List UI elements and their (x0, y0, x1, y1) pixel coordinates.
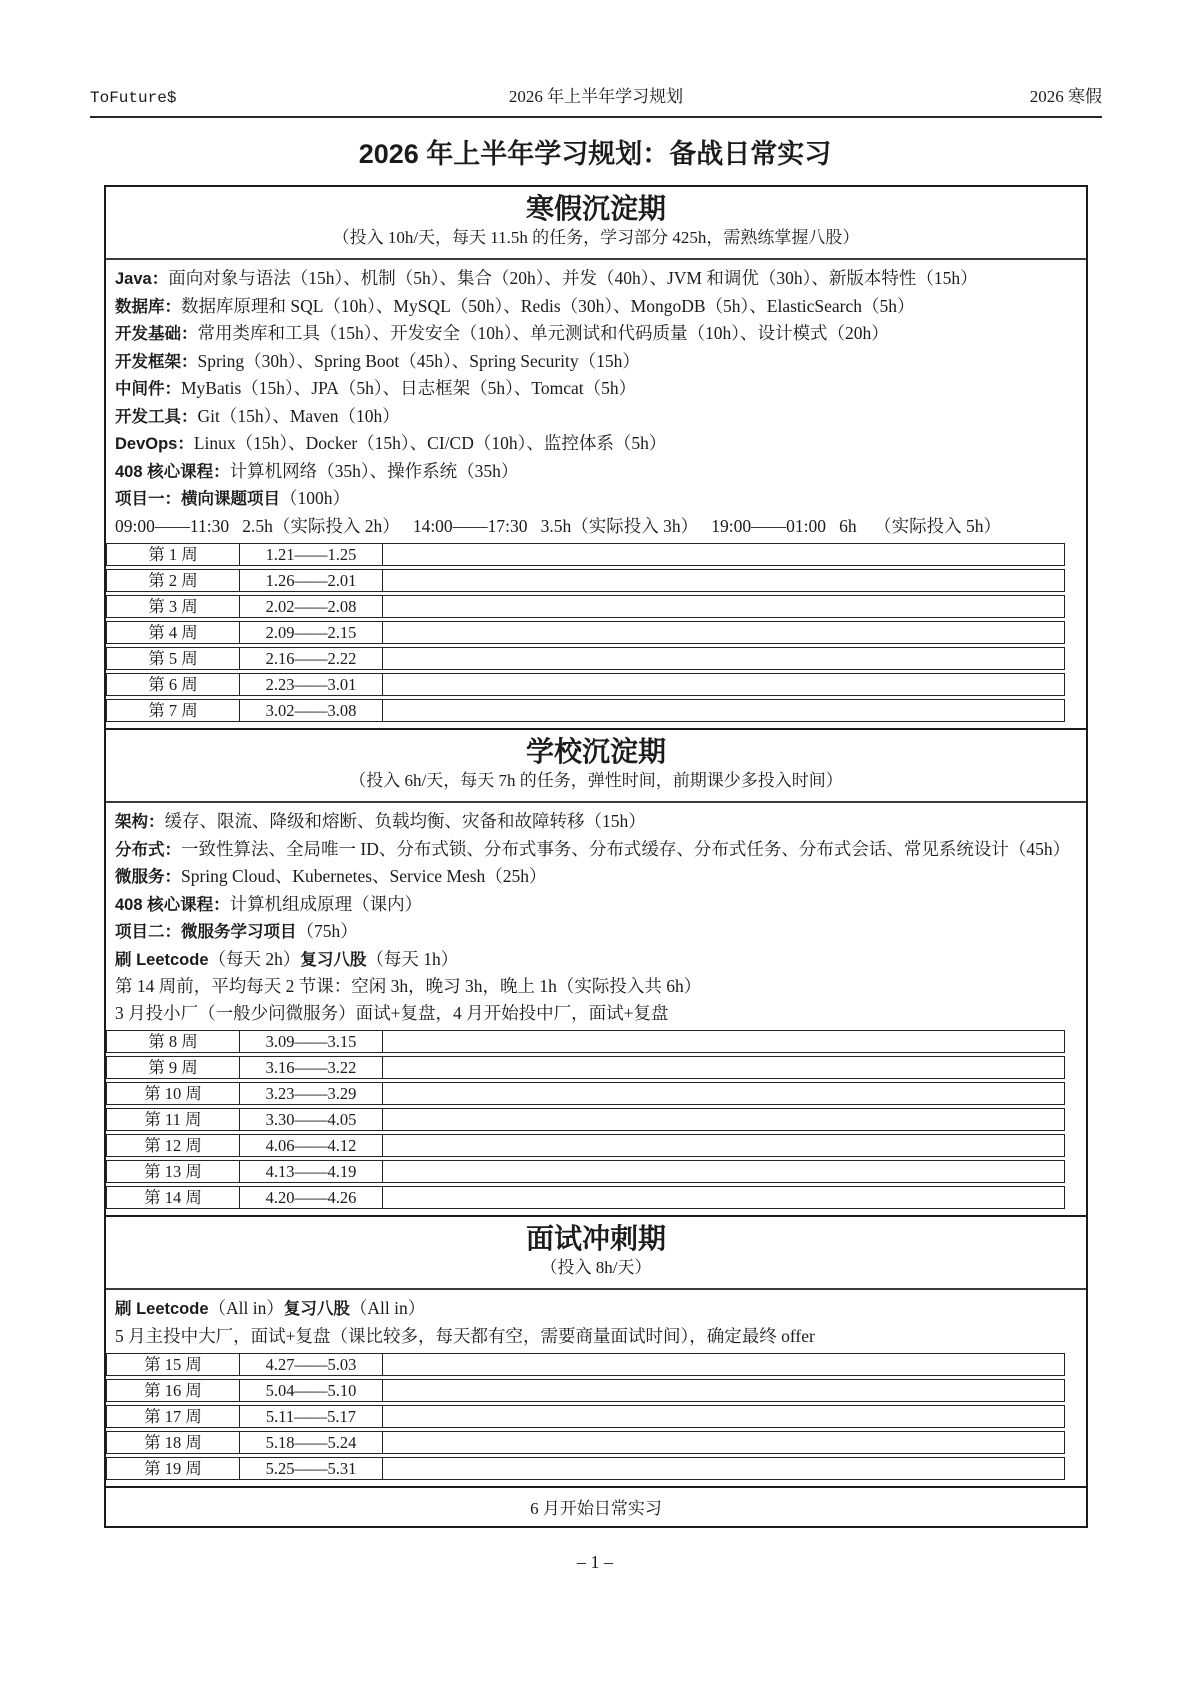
plan-line-label: 分布式： (115, 840, 181, 859)
week-label: 第 3 周 (107, 596, 240, 617)
week-label: 第 15 周 (107, 1354, 240, 1375)
section-title: 学校沉淀期 (525, 736, 666, 767)
header-left-text: ToFuture$ (90, 89, 177, 107)
week-row (106, 1379, 1065, 1402)
week-row (106, 621, 1065, 644)
plan-line-label: 项目二：微服务学习项目 (115, 923, 297, 941)
week-dates: 2.02——2.08 (240, 596, 383, 617)
plan-line-text: 计算机网络（35h）、操作系统（35h） (229, 460, 519, 481)
plan-line-text: （75h） (296, 921, 358, 941)
week-row (106, 673, 1065, 696)
header-center-text: 2026 年上半年学习规划 (508, 87, 684, 106)
plan-line (115, 808, 1078, 836)
week-dates: 3.09——3.15 (240, 1031, 383, 1052)
section-2 (106, 728, 1086, 1215)
plan-line-text: 3 月投小厂（一般少问微服务）面试+复盘，4 月开始投中厂，面试+复盘 (115, 1002, 669, 1023)
section-lines (106, 260, 1086, 542)
week-dates: 3.30——4.05 (240, 1109, 383, 1130)
plan-line (115, 1323, 1078, 1350)
week-table (106, 1029, 1086, 1215)
week-notes (383, 674, 1064, 695)
week-row (106, 595, 1065, 618)
week-row (106, 1353, 1065, 1376)
plan-line-text: MyBatis（15h）、JPA（5h）、日志框架（5h）、Tomcat（5h） (181, 378, 637, 398)
week-table (106, 542, 1086, 728)
plan-line (115, 458, 1078, 486)
plan-line (115, 1295, 1078, 1323)
week-notes (383, 544, 1064, 565)
week-dates: 4.06——4.12 (240, 1135, 383, 1156)
page-header (90, 82, 1102, 118)
week-notes (383, 1083, 1064, 1104)
plan-line-label: 微服务： (115, 868, 181, 886)
study-plan-box (104, 185, 1088, 1528)
section-lines (106, 1290, 1086, 1352)
plan-line-label: 刷 Leetcode (115, 950, 209, 969)
section-subtitle: （投入 8h/天） (540, 1258, 652, 1277)
plan-line-text: 09:00——11:30 2.5h（实际投入 2h） 14:00——17:30 3.5h（实际投入 3h） 19:00——01:00 6h （实际投入 5h） (115, 515, 1002, 536)
plan-line-text: （All in） (208, 1298, 284, 1318)
plan-line-text: （每天 2h） (208, 948, 301, 969)
plan-line (115, 946, 1078, 974)
week-label: 第 19 周 (107, 1458, 240, 1479)
week-dates: 5.11——5.17 (240, 1406, 383, 1427)
week-dates: 5.18——5.24 (240, 1432, 383, 1453)
week-row (106, 1082, 1065, 1105)
page-number: – 1 – (577, 1552, 613, 1572)
plan-line-label: 开发基础： (115, 325, 198, 343)
week-label: 第 11 周 (107, 1109, 240, 1130)
plan-line (115, 293, 1078, 321)
plan-line-text: 数据库原理和 SQL（10h）、MySQL（50h）、Redis（30h）、MongoDB（5h）、ElasticSearch（5h） (181, 295, 915, 316)
plan-line (115, 513, 1078, 540)
week-dates: 2.23——3.01 (240, 674, 383, 695)
week-label: 第 4 周 (107, 622, 240, 643)
plan-line (115, 485, 1078, 513)
plan-line-label: 复习八股 (283, 1300, 350, 1318)
plan-line (115, 403, 1078, 431)
week-label: 第 9 周 (107, 1057, 240, 1078)
week-label: 第 2 周 (107, 570, 240, 591)
week-row (106, 647, 1065, 670)
plan-line (115, 863, 1078, 891)
week-label: 第 14 周 (107, 1187, 240, 1208)
section-1 (106, 187, 1086, 728)
week-dates: 4.13——4.19 (240, 1161, 383, 1182)
week-notes (383, 1380, 1064, 1401)
week-row (106, 1056, 1065, 1079)
plan-line-text: Spring（30h）、Spring Boot（45h）、Spring Security（15h） (197, 350, 640, 371)
plan-line-text: Linux（15h）、Docker（15h）、CI/CD（10h）、监控体系（5h） (193, 433, 667, 453)
plan-line-label: 408 核心课程： (115, 895, 230, 914)
june-internship-note: 6 月开始日常实习 (106, 1486, 1086, 1526)
week-dates: 3.16——3.22 (240, 1057, 383, 1078)
plan-line-label: 开发框架： (115, 352, 198, 371)
plan-line-label: 中间件： (115, 380, 181, 398)
week-notes (383, 1109, 1064, 1130)
week-dates: 2.09——2.15 (240, 622, 383, 643)
document-title: 2026 年上半年学习规划：备战日常实习 (358, 139, 832, 169)
week-row (106, 1457, 1065, 1480)
week-label: 第 10 周 (107, 1083, 240, 1104)
week-notes (383, 1031, 1064, 1052)
plan-line-label: 刷 Leetcode (115, 1300, 209, 1318)
plan-line-text: Git（15h）、Maven（10h） (197, 405, 400, 426)
plan-line (115, 973, 1078, 1000)
week-row (106, 543, 1065, 566)
plan-line-label: 数据库： (115, 297, 181, 316)
week-label: 第 7 周 (107, 700, 240, 721)
week-row (106, 1134, 1065, 1157)
week-notes (383, 648, 1064, 669)
week-dates: 4.27——5.03 (240, 1354, 383, 1375)
week-notes (383, 1406, 1064, 1427)
plan-line-text: Spring Cloud、Kubernetes、Service Mesh（25h） (181, 866, 547, 886)
plan-line-text: （每天 1h） (366, 948, 459, 969)
plan-line (115, 1000, 1078, 1027)
week-label: 第 8 周 (107, 1031, 240, 1052)
week-dates: 1.26——2.01 (240, 570, 383, 591)
plan-line-label: 408 核心课程： (115, 462, 230, 481)
header-right-text: 2026 寒假 (1029, 87, 1102, 106)
plan-line (115, 891, 1078, 919)
week-row (106, 699, 1065, 722)
plan-line-text: （100h） (280, 488, 350, 508)
week-label: 第 12 周 (107, 1135, 240, 1156)
week-notes (383, 1135, 1064, 1156)
plan-line (115, 836, 1078, 864)
section-subtitle: （投入 10h/天，每天 11.5h 的任务，学习部分 425h，需熟练掌握八股） (332, 228, 860, 247)
plan-line (115, 375, 1078, 403)
week-row (106, 1160, 1065, 1183)
week-label: 第 17 周 (107, 1406, 240, 1427)
week-row (106, 569, 1065, 592)
plan-line-text: 一致性算法、全局唯一 ID、分布式锁、分布式事务、分布式缓存、分布式任务、分布式会话、常见系统设计（45h） (181, 838, 1071, 859)
plan-line-text: 第 14 周前，平均每天 2 节课：空闲 3h，晚习 3h，晚上 1h（实际投入共 6h） (115, 976, 702, 996)
week-row (106, 1186, 1065, 1209)
week-label: 第 5 周 (107, 648, 240, 669)
plan-line (115, 918, 1078, 946)
plan-line-text: 缓存、限流、降级和熔断、负载均衡、灾备和故障转移（15h） (164, 811, 646, 831)
week-notes (383, 1057, 1064, 1078)
week-notes (383, 622, 1064, 643)
plan-line (115, 348, 1078, 376)
plan-line-label: 复习八股 (300, 950, 367, 969)
section-lines (106, 803, 1086, 1029)
week-label: 第 6 周 (107, 674, 240, 695)
week-dates: 4.20——4.26 (240, 1187, 383, 1208)
week-notes (383, 1354, 1064, 1375)
week-label: 第 16 周 (107, 1380, 240, 1401)
week-label: 第 1 周 (107, 544, 240, 565)
plan-line-label: 架构： (115, 813, 165, 831)
week-label: 第 13 周 (107, 1161, 240, 1182)
week-table (106, 1352, 1086, 1486)
week-row (106, 1108, 1065, 1131)
plan-line (115, 320, 1078, 348)
section-subtitle: （投入 6h/天，每天 7h 的任务，弹性时间，前期课少多投入时间） (349, 771, 843, 790)
plan-line-text: 5 月主投中大厂，面试+复盘（课比较多，每天都有空，需要商量面试时间），确定最终 offer (115, 1325, 815, 1346)
week-dates: 5.04——5.10 (240, 1380, 383, 1401)
plan-line-label: 开发工具： (115, 407, 198, 426)
plan-line-text: 面向对象与语法（15h）、机制（5h）、集合（20h）、并发（40h）、JVM 和调优（30h）、新版本特性（15h） (168, 268, 978, 288)
week-label: 第 18 周 (107, 1432, 240, 1453)
plan-line-label: Java： (115, 270, 169, 288)
week-notes (383, 1432, 1064, 1453)
week-dates: 5.25——5.31 (240, 1458, 383, 1479)
week-notes (383, 596, 1064, 617)
week-notes (383, 1187, 1064, 1208)
plan-line-text: （All in） (349, 1298, 426, 1318)
week-dates: 2.16——2.22 (240, 648, 383, 669)
week-notes (383, 1458, 1064, 1479)
section-title: 面试冲刺期 (525, 1223, 666, 1254)
plan-line-label: DevOps： (115, 435, 194, 453)
week-notes (383, 700, 1064, 721)
week-dates: 1.21——1.25 (240, 544, 383, 565)
plan-line-text: 计算机组成原理（课内） (229, 893, 423, 914)
week-dates: 3.23——3.29 (240, 1083, 383, 1104)
week-row (106, 1431, 1065, 1454)
week-dates: 3.02——3.08 (240, 700, 383, 721)
plan-line-text: 常用类库和工具（15h）、开发安全（10h）、单元测试和代码质量（10h）、设计模式（20h） (197, 323, 889, 343)
plan-line (115, 265, 1078, 293)
section-3 (106, 1215, 1086, 1486)
week-notes (383, 1161, 1064, 1182)
week-row (106, 1405, 1065, 1428)
week-notes (383, 570, 1064, 591)
section-title: 寒假沉淀期 (525, 193, 666, 224)
plan-line (115, 430, 1078, 458)
week-row (106, 1030, 1065, 1053)
plan-line-label: 项目一：横向课题项目 (115, 490, 280, 508)
